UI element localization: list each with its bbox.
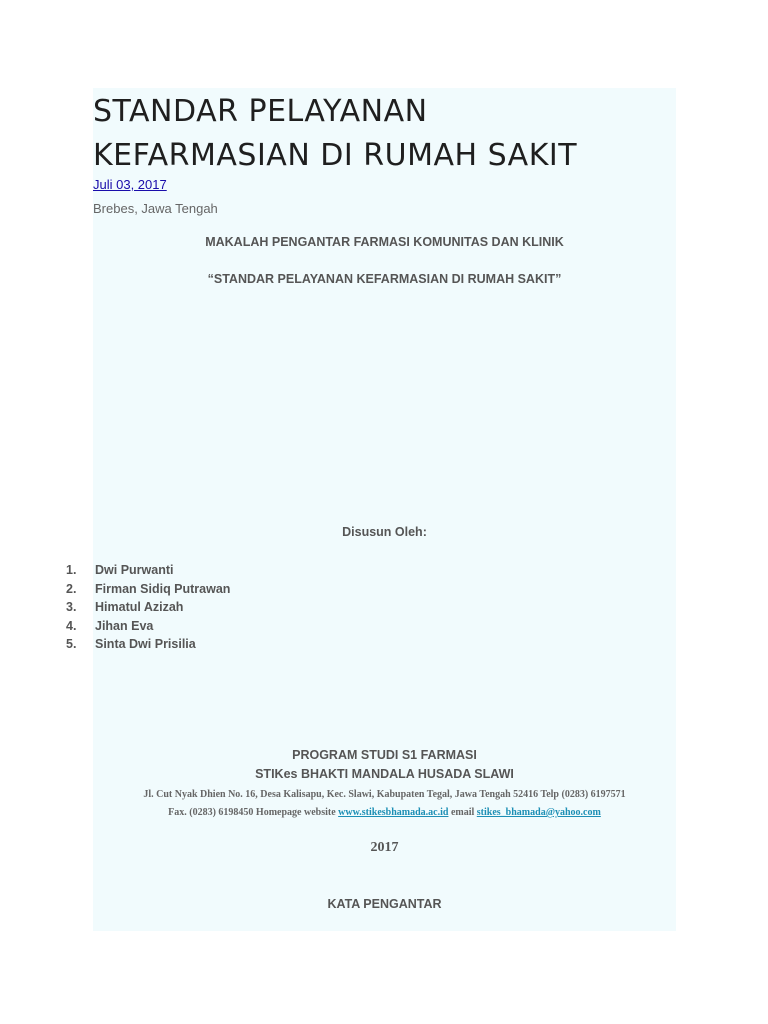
email-label: email (450, 807, 475, 818)
list-item (0, 580, 400, 599)
institution-contact (93, 807, 676, 818)
list-number: 3. (66, 600, 77, 615)
author-name: Jihan Eva (95, 618, 154, 633)
list-item (0, 561, 400, 580)
doc-heading-title: “STANDAR PELAYANAN KEFARMASIAN DI RUMAH SAKIT” (207, 272, 562, 286)
author-list (0, 561, 400, 654)
institution-name: STIKes BHAKTI MANDALA HUSADA SLAWI (255, 767, 514, 781)
list-item (0, 598, 400, 617)
author-name: Dwi Purwanti (95, 563, 174, 577)
document-year: 2017 (370, 840, 399, 855)
post-title-line-2: KEFARMASIAN DI RUMAH SAKIT (93, 138, 578, 173)
list-item (0, 635, 400, 654)
post-title-line-1: STANDAR PELAYANAN (93, 94, 428, 129)
post-date-link[interactable]: Juli 03, 2017 (93, 177, 167, 192)
post-location: Brebes, Jawa Tengah (93, 201, 218, 216)
institution-address: Jl. Cut Nyak Dhien No. 16, Desa Kalisapu, Kec. Slawi, Kabupaten Tegal, Jawa Tengah 52416 Telp (0283) 6197571 (143, 789, 626, 800)
list-number: 2. (66, 581, 77, 596)
section-heading-kata-pengantar: KATA PENGANTAR (327, 897, 442, 911)
list-item (0, 617, 400, 636)
list-number: 1. (66, 563, 77, 577)
program-name: PROGRAM STUDI S1 FARMASI (292, 748, 477, 762)
website-link[interactable]: www.stikesbhamada.ac.id (338, 807, 449, 818)
list-number: 4. (66, 618, 77, 633)
doc-heading-makalah: MAKALAH PENGANTAR FARMASI KOMUNITAS DAN KLINIK (205, 235, 564, 249)
post-title (93, 90, 693, 178)
author-name: Firman Sidiq Putrawan (95, 581, 231, 596)
author-name: Sinta Dwi Prisilia (95, 637, 196, 652)
author-name: Himatul Azizah (95, 600, 184, 615)
fax-text: Fax. (0283) 6198450 Homepage website (168, 807, 336, 818)
email-link[interactable]: stikes_bhamada@yahoo.com (476, 807, 601, 818)
list-number: 5. (66, 637, 77, 652)
authored-by-label: Disusun Oleh: (342, 525, 427, 539)
